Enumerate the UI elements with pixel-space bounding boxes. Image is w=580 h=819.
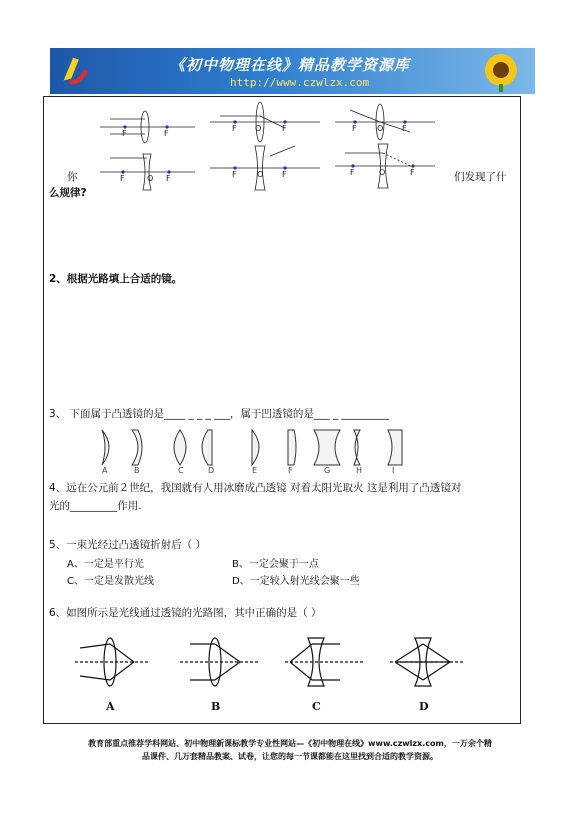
site-banner bbox=[50, 48, 535, 94]
sunflower-icon bbox=[471, 50, 531, 92]
banner-title: 《初中物理在线》精品教学资源库 bbox=[170, 56, 411, 74]
svg-text:H: H bbox=[356, 466, 363, 475]
svg-text:F: F bbox=[352, 124, 357, 133]
svg-text:F: F bbox=[166, 174, 171, 183]
svg-text:O: O bbox=[257, 170, 264, 179]
q5-option-b: B、一定会聚于一点 bbox=[232, 559, 319, 570]
svg-text:D: D bbox=[419, 700, 429, 713]
q4-line1: 4、远在公元前２世纪，我国就有人用冰磨成凸透镜 对着太阳光取火 这是利用了凸透镜对 bbox=[49, 482, 462, 494]
svg-text:F: F bbox=[282, 124, 287, 133]
svg-text:F: F bbox=[402, 124, 407, 133]
svg-text:O: O bbox=[255, 124, 262, 133]
svg-text:O: O bbox=[377, 124, 384, 133]
svg-text:B: B bbox=[134, 466, 140, 475]
q4-line2: 光的_________作用. bbox=[49, 500, 142, 512]
svg-text:A: A bbox=[102, 466, 108, 475]
lens-shapes-q3 bbox=[92, 425, 412, 475]
svg-text:F: F bbox=[122, 129, 127, 138]
q1-text-post: 们发现了什 bbox=[454, 171, 507, 183]
lens-diagrams-q1 bbox=[95, 98, 455, 183]
svg-text:F: F bbox=[120, 174, 125, 183]
svg-text:A: A bbox=[106, 700, 115, 713]
q5-option-c: C、一定是发散光线 bbox=[67, 576, 154, 587]
svg-text:F: F bbox=[164, 129, 169, 138]
svg-text:B: B bbox=[211, 700, 221, 713]
svg-text:F: F bbox=[350, 168, 355, 177]
svg-text:G: G bbox=[324, 466, 331, 475]
footer-line2: 品课件、几万套精品教案、试卷，让您的每一节课都能在这里找到合适的教学资源。 bbox=[142, 752, 438, 761]
svg-text:C: C bbox=[312, 700, 321, 713]
q1-text-line2: 么规律? bbox=[49, 187, 87, 199]
svg-text:F: F bbox=[232, 124, 237, 133]
svg-text:O: O bbox=[147, 174, 154, 183]
svg-text:F: F bbox=[410, 168, 415, 177]
svg-text:I: I bbox=[392, 466, 395, 475]
q5-option-a: A、一定是平行光 bbox=[67, 559, 144, 570]
q5-option-d: D、一定较入射光线会聚一些 bbox=[232, 576, 360, 587]
site-logo-icon bbox=[56, 52, 94, 90]
svg-text:E: E bbox=[252, 466, 258, 475]
q2-text: 2、根据光路填上合适的镜。 bbox=[49, 273, 183, 285]
svg-text:C: C bbox=[178, 466, 184, 475]
q3-text: 3、 下面属于凸透镜的是____ _ _ _ ___，属于凹透镜的是___ _ _________ bbox=[49, 408, 389, 420]
svg-text:F: F bbox=[232, 170, 237, 179]
q5-stem: 5、一束光经过凸透镜折射后（ ） bbox=[49, 539, 207, 551]
lens-ray-diagrams-q6 bbox=[70, 630, 470, 715]
q1-text-pre: 你 bbox=[67, 171, 78, 183]
q6-stem: 6、如图所示是光线通过透镜的光路图，其中正确的是（ ） bbox=[49, 607, 322, 619]
svg-text:F: F bbox=[288, 466, 293, 475]
svg-text:F: F bbox=[282, 170, 287, 179]
banner-url[interactable]: http://www.czwlzx.com bbox=[230, 76, 370, 89]
svg-text:O: O bbox=[379, 168, 386, 177]
footer-line1: 教育部重点推荐学科网站、初中物理新课标教学专业性网站—《初中物理在线》www.czwlzx.com，一万余个精 bbox=[88, 739, 492, 748]
svg-text:D: D bbox=[208, 466, 215, 475]
